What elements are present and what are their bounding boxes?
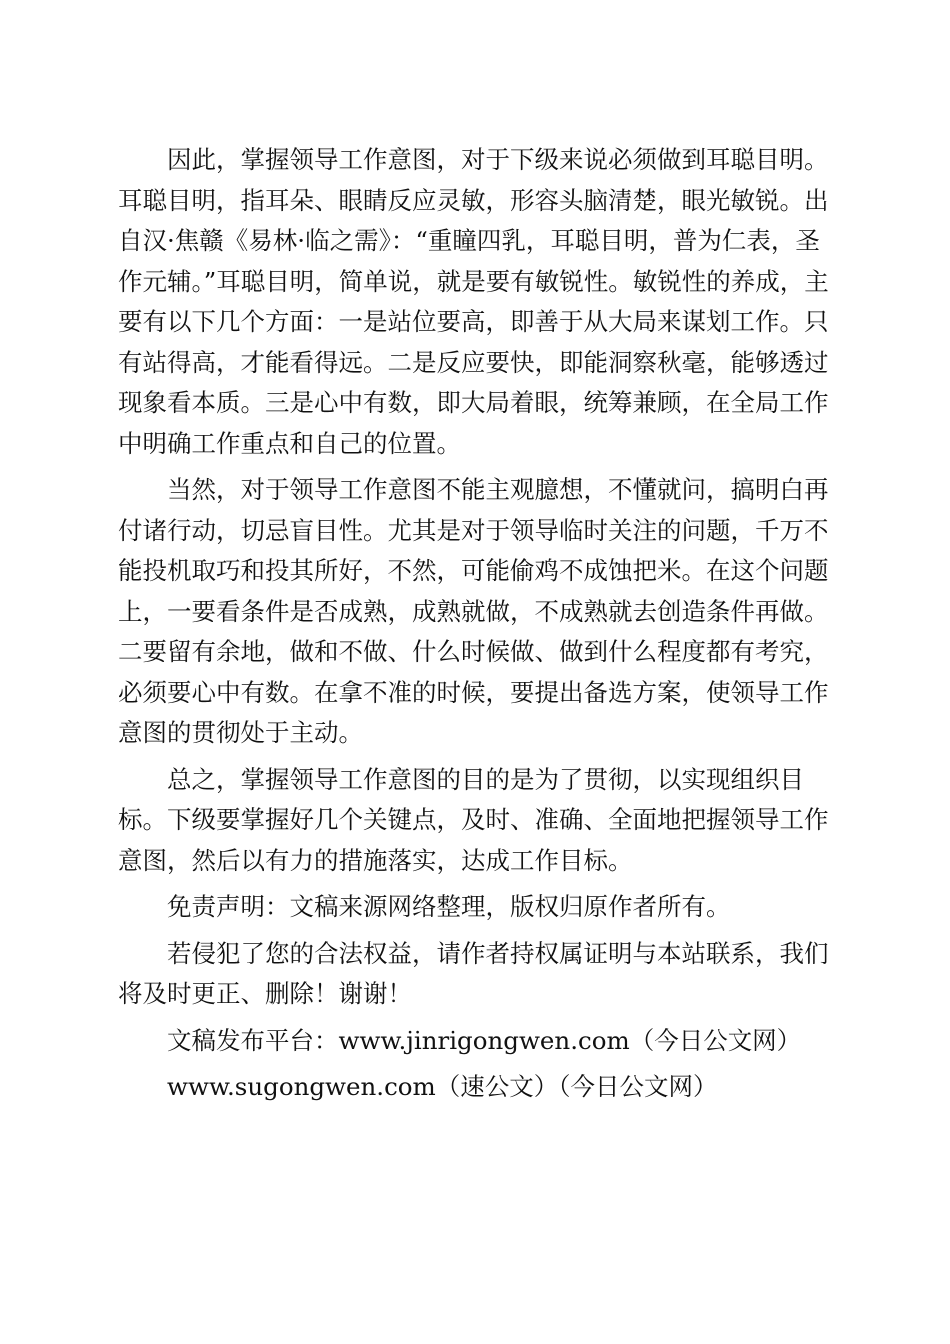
paragraph-conclusion: 总之，掌握领导工作意图的目的是为了贯彻，以实现组织目标。下级要掌握好几个关键点，及时、准确、全面地把握领导工作意图，然后以有力的措施落实，达成工作目标。 (118, 764, 829, 875)
paragraph-of-course: 当然，对于领导工作意图不能主观臆想，不懂就问，搞明白再付诸行动，切忌盲目性。尤其是对于领导临时关注的问题，千万不能投机取巧和投其所好，不然，可能偷鸡不成蚀把米。在这个问题上，一要看条件是否成熟，成熟就做，不成熟就去创造条件再做。二要留有余地，做和不做、什么时候做、做到什么程度都有考究，必须要心中有数。在拿不准的时候，要提出备选方案，使领导工作意图的贯彻处于主动。 (118, 475, 829, 747)
paragraph-platform: 文稿发布平台：www.jinrigongwen.com（今日公文网） (167, 1025, 802, 1055)
paragraph-disclaimer: 免责声明：文稿来源网络整理，版权归原作者所有。 (167, 892, 731, 921)
paragraph-ear-eye: 因此，掌握领导工作意图，对于下级来说必须做到耳聪目明。耳聪目明，指耳朵、眼睛反应灵敏，形容头脑清楚，眼光敏锐。出自汉·焦赣《易林·临之需》：“重瞳四乳，耳聪目明，普为仁表，圣作元辅。”耳聪目明，简单说，就是要有敏锐性。敏锐性的养成，主要有以下几个方面：一是站位要高，即善于从大局来谋划工作。只有站得高，才能看得远。二是反应要快，即能洞察秋毫，能够透过现象看本质。三是心中有数，即大局着眼，统筹兼顾，在全局工作中明确工作重点和自己的位置。 (118, 145, 829, 458)
paragraph-platform-url: www.sugongwen.com（速公文）（今日公文网） (167, 1072, 718, 1101)
paragraph-infringement: 若侵犯了您的合法权益，请作者持权属证明与本站联系，我们将及时更正、删除！谢谢！ (118, 938, 829, 1008)
document-body (118, 140, 840, 1108)
